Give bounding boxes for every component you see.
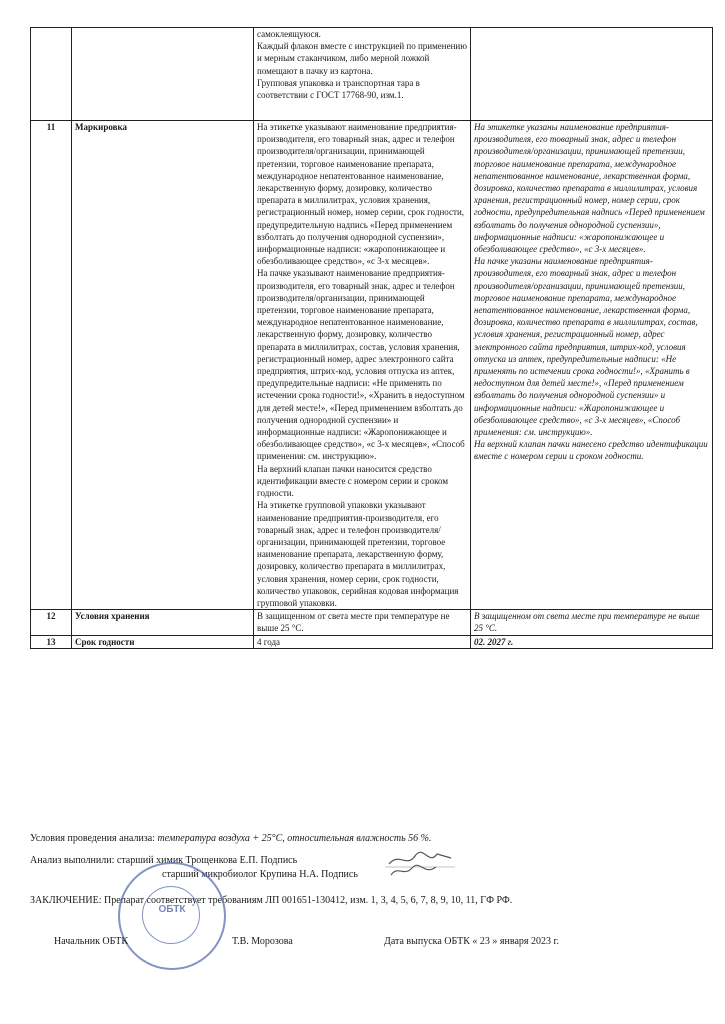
otk-stamp [118, 862, 226, 970]
microbiologist-signature [388, 862, 440, 880]
requirement-cell [254, 121, 471, 610]
row-name: Срок годности [72, 635, 254, 648]
row-name [72, 28, 254, 121]
conclusion: ЗАКЛЮЧЕНИЕ: Препарат соответствует требованиям ЛП 001651-130412, изм. 1, 3, 4, 5, 6, 7, 8, 9, 10, 11, ГФ РФ. [30, 895, 513, 906]
requirement-cell: В защищенном от света месте при температуре не выше 25 °С. [254, 610, 471, 635]
chief-label: Начальник ОБТК [54, 936, 129, 947]
conditions-value: температура воздуха + 25°С, относительная влажность 56 %. [157, 833, 432, 844]
table-row [31, 610, 713, 635]
table-row [31, 28, 713, 121]
table-row [31, 635, 713, 648]
result-cell [471, 121, 713, 610]
stamp-inner-ring [142, 886, 200, 944]
requirement-cell: 4 года [254, 635, 471, 648]
result-cell: В защищенном от света месте при температуре не выше 25 °С. [471, 610, 713, 635]
issue-date: Дата выпуска ОБТК « 23 » января 2023 г. [384, 936, 559, 947]
result-text: На этикетке указаны наименование предприятия-производителя, его товарный знак, адрес и телефон производителя/организации, принимающей претензии, торговое наименование препарата, международное непатентованное наименование, лекарственная форма, дозировка, количество препарата в миллилитрах, условия хранения, регистрационный номер, номер серии, срок годности, предупредительная надпись «Перед применением взболтать до получения однородной суспензии», информационные надписи: «жаропонижающее и обезболивающее средство», «с 3-х месяцев». На пачке указаны наименование предприятия-производителя, его товарный знак, адрес и телефон производителя/организации, принимающей претензии, торговое наименование препарата, международное непатентованное наименование, лекарственная форма, дозировка, количество препарата в миллилитрах, состав, условия хранения, регистрационный номер, адрес электронного сайта предприятия, штрих-код, условия отпуска из аптек, предупредительные надписи: «Не применять по истечении срока годности!», «Хранить в недоступном для детей месте!», «Перед применением взболтать до получения однородной суспензии» и информационные надписи: «Жаропонижающее и обезболивающее средство», «с 3-х месяцев», «Способ применения: см. инструкцию». На верхний клапан пачки нанесено средство идентификации вместе с номером серии и сроком годности. [474, 122, 708, 462]
stamp-label: ОБТК [158, 904, 186, 915]
requirement-cell [254, 28, 471, 121]
row-name: Условия хранения [72, 610, 254, 635]
result-cell: 02. 2027 г. [471, 635, 713, 648]
analyst-signature-line: Анализ выполнили: старший химик Трощенкова Е.П. Подпись [30, 855, 298, 866]
row-number: 12 [31, 610, 72, 635]
specification-table [30, 27, 713, 649]
analysis-conditions [30, 832, 431, 845]
conditions-label: Условия проведения анализа: [30, 833, 155, 844]
result-cell [471, 28, 713, 121]
row-number: 11 [31, 121, 72, 610]
table-row [31, 121, 713, 610]
row-name: Маркировка [72, 121, 254, 610]
requirement-text: На этикетке указывают наименование предприятия-производителя, его товарный знак, адрес и телефон производителя/организации, принимающей претензии, торговое наименование препарата, международное непатентованное наименование, лекарственную форму, дозировку, количество препарата в миллилитрах, условия хранения, регистрационный номер, номер серии, срок годности, предупредительную надпись «Перед применением взболтать до получения однородной суспензии», информационные надписи: «жаропонижающее и обезболивающее средство», «с 3-х месяцев». На пачке указывают наименование предприятия-производителя, его товарный знак, адрес и телефон производителя/организации, принимающей претензии, торговое наименование препарата, международное непатентованное наименование, лекарственную форму, дозировку, количество препарата в миллилитрах, состав, условия хранения, регистрационный номер, адрес электронного сайта предприятия, штрих-код, условия отпуска из аптек, предупредительные надписи: «Не применять по истечении срока годности!», «Хранить в недоступном для детей месте!», «Перед применением взболтать до получения однородной суспензии» и информационные надписи: «Жаропонижающее и обезболивающее средство», «с 3-х месяцев», «Способ применения: см. инструкцию». На верхний клапан пачки наносится средство идентификации вместе с номером серии и сроком годности. На этикетке групповой упаковки указывают наименование предприятия-производителя, его товарный знак, адрес и телефон производителя/организации, принимающей претензии, торговое наименование препарата, лекарственную форму, дозировку, количество препарата в миллилитрах, условия хранения, номер серии, срок годности, количество упаковок, серийная кодовая информация групповой упаковки. [257, 122, 465, 608]
microbiologist-signature-line: старший микробиолог Крупина Н.А. Подпись [162, 869, 358, 880]
requirement-text: самоклеящуюся. Каждый флакон вместе с инструкцией по применению и мерным стаканчиком, либо мерной ложкой помещают в пачку из картона. Групповая упаковка и транспортная тара в соответствии с ГОСТ 17768-90, изм.1. [257, 29, 467, 101]
row-number: 13 [31, 635, 72, 648]
row-number [31, 28, 72, 121]
chief-name: Т.В. Морозова [232, 936, 293, 947]
